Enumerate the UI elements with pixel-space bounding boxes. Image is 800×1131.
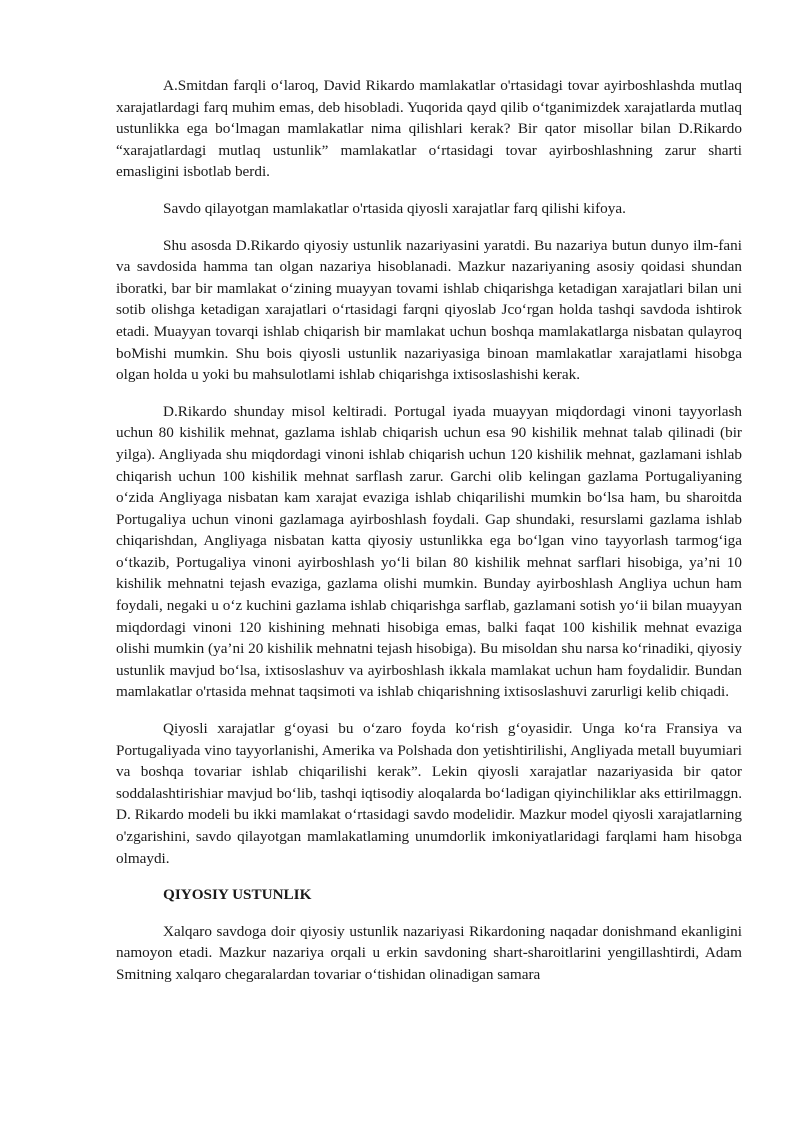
paragraph-portugal-england-example: D.Rikardo shunday misol keltiradi. Portugal iyada muayyan miqdordagi vinoni tayyorlash uchun 80 kishilik mehnat, gazlama ishlab chiqarish uchun esa 90 kishilik mehnat talab qilinadi (bir yilga). Angliyada shu miqdordagi vinoni ishlab chiqarish uchun 120 kishilik mehnat, gazlamani ishlab chiqarish uchun 100 kishilik mehnat sarflash zarur. Garchi olib kelingan gazlama Portugaliyaning o‘zida Angliyaga nisbatan kam xarajat evaziga ishlab chiqarilishi mumkin bo‘lsa ham, bu sharoitda Portugaliya uchun vinoni gazlamaga ayirboshlash foydali. Gap shundaki, resurslami gazlama ishlab chiqarishdan, Angliyaga nisbatan katta qiyosiy ustunlikka ega bo‘lgan vino tayyorlash tarmog‘iga o‘tkazib, Portugaliya vinoni ayirboshlash yo‘li bilan 80 kishilik mehnat sarflari hisobiga, ya’ni 10 kishilik mehnatni tejash evaziga, gazlama olishi mumkin. Bunday ayirboshlash Angliya uchun ham foydali, negaki u o‘z kuchini gazlama ishlab chiqarishga sarflab, gazlamani sotish yo‘ii bilan muayyan miqdordagi vinoni 120 kishining mehnati hisobiga emas, balki faqat 100 kishilik mehnat evaziga olishi mumkin (ya’ni 20 kishilik mehnatni tejash hisobiga). Bu misoldan shu narsa ko‘rinadiki, qiyosiy ustunlik mavjud bo‘lsa, ixtisoslashuv va ayirboshlash ikkala mamlakat uchun ham foydalidir. Bundan mamlakatlar o'rtasida mehnat taqsimoti va ishlab chiqarishning ixtisoslashuvi zarurligi kelib chiqadi. xyxy=(116,402,742,701)
document-page xyxy=(116,75,742,1001)
paragraph-comparative-advantage-theory: Shu asosda D.Rikardo qiyosiy ustunlik nazariyasini yaratdi. Bu nazariya butun dunyo ilm-fani va savdosida hamma tan olgan nazariya hisoblanadi. Mazkur nazariyaning asosiy qoidasi shundan iboratki, bar bir mamlakat o‘zining muayyan tovami ishlab chiqarishga ketadigan xarajatlari bilan uni sotib olishga ketadigan xarajatlari o‘rtasidagi farqni qiyoslab Jco‘rgan holda tashqi savdoda ishtirok etadi. Muayyan tovarqi ishlab chiqarish bir mamlakat uchun boshqa mamlakatlarga nisbatan qulayroq boMishi mumkin. Shu bois qiyosli ustunlik nazariyasiga binoan mamlakatlar xarajatlami hisobga olgan holda u yoki bu mahsulotlami ishlab chiqarishga ixtisoslashishi kerak. xyxy=(116,236,742,384)
section-heading: QIYOSIY USTUNLIK xyxy=(163,886,312,904)
paragraph-comparative-costs: Savdo qilayotgan mamlakatlar o'rtasida qiyosli xarajatlar farq qilishi kifoya. xyxy=(163,199,626,217)
paragraph-mutual-benefit: Qiyosli xarajatlar g‘oyasi bu o‘zaro foyda ko‘rish g‘oyasidir. Unga ko‘ra Fransiya va Portugaliyada vino tayyorlanishi, Amerika va Polshada don yetishtirilishi, Angliyada metall buyumiari va boshqa tovariar ishlab chiqarilishi kerak”. Lekin qiyosli xarajatlar nazariyasida bir qator soddalashtirishiar mavjud bo‘lib, tashqi iqtisodiy aloqalarda bo‘ladigan qiyinchiliklar aks ettirilmaggn. D. Rikardo modeli bu ikki mamlakat o‘rtasidagi savdo modelidir. Mazkur model qiyosli xarajatlarning o'zgarishini, savdo qilayotgan mamlakatlaming unumdorlik imkoniyatlaridagi farqlami ham hisobga olmaydi. xyxy=(116,720,742,867)
paragraph-smith-ricardo-intro: A.Smitdan farqli o‘laroq, David Rikardo mamlakatlar o'rtasidagi tovar ayirboshlashda mutlaq xarajatlardagi farq muhim emas, deb hisobladi. Yuqorida qayd qilib o‘tganimizdek xarajatlarda mutlaq ustunlikka ega bo‘lmagan mamlakatlar nima qilishlari kerak? Bir qator misollar bilan D.Rikardo “xarajatlardagi mutlaq ustunlik” mamlakatlar o‘rtasidagi tovar ayirboshlashning zarur sharti emasligini isbotlab berdi. xyxy=(116,77,742,181)
paragraph-closing: Xalqaro savdoga doir qiyosiy ustunlik nazariyasi Rikardoning naqadar donishmand ekanligini namoyon etadi. Mazkur nazariya orqali u erkin savdoning shart-sharoitlarini yengillashtirdi, Adam Smitning xalqaro chegaralardan tovariar o‘tishidan olinadigan samara xyxy=(116,922,742,983)
